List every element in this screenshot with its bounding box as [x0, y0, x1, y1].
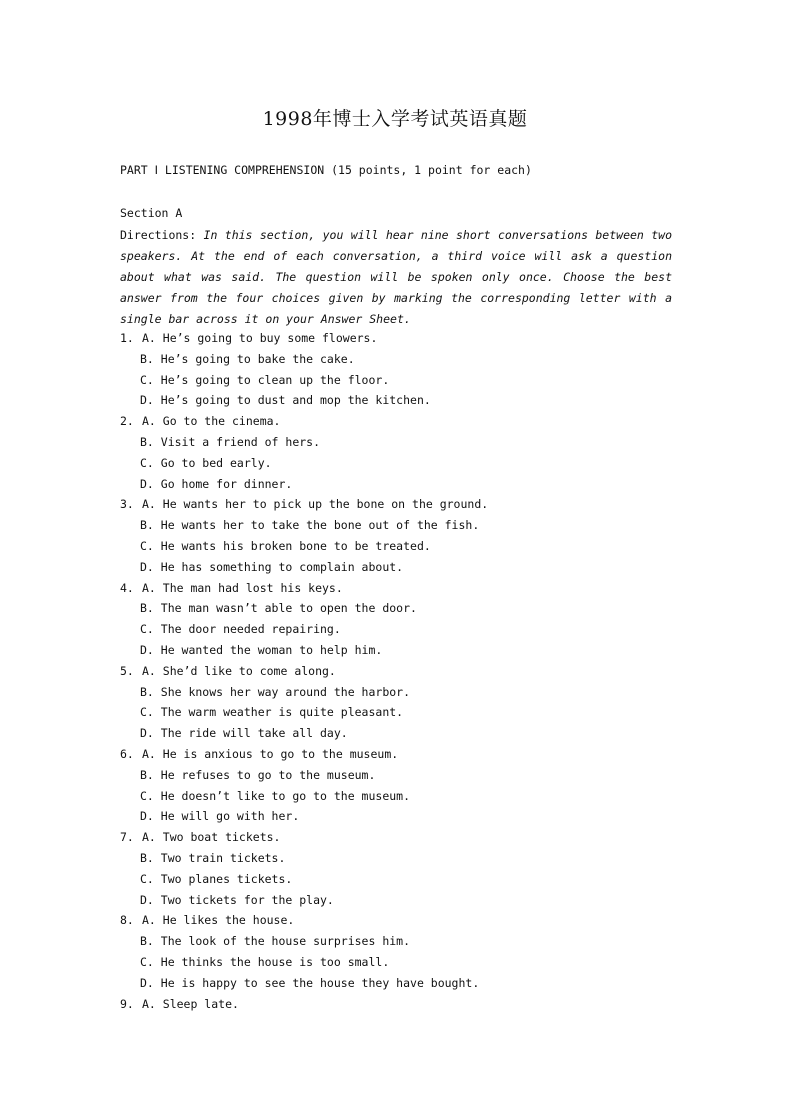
answer-option	[120, 661, 680, 682]
answer-option	[120, 494, 680, 515]
part-heading: PART Ⅰ LISTENING COMPREHENSION (15 points, 1 point for each)	[120, 163, 532, 177]
option-text: C. He wants his broken bone to be treated.	[140, 538, 431, 553]
answer-option	[120, 890, 680, 911]
answer-option	[120, 786, 680, 807]
option-text: B. The man wasn’t able to open the door.	[140, 601, 417, 616]
question-number: 2.	[120, 414, 134, 429]
question-number: 3.	[120, 497, 134, 512]
answer-option	[120, 328, 680, 349]
answer-option	[120, 827, 680, 848]
option-text: C. Two planes tickets.	[140, 871, 293, 886]
answer-option	[120, 952, 680, 973]
answer-option	[120, 411, 680, 432]
option-text: A. Sleep late.	[142, 996, 239, 1011]
question-number: 6.	[120, 746, 134, 761]
option-text: A. He’s going to buy some flowers.	[142, 331, 378, 345]
answer-option	[120, 474, 680, 495]
answer-option	[120, 349, 680, 370]
option-text: A. He is anxious to go to the museum.	[142, 746, 399, 761]
question-number: 8.	[120, 913, 134, 928]
option-text: D. Two tickets for the play.	[140, 892, 334, 907]
option-text: C. He doesn’t like to go to the museum.	[140, 788, 411, 803]
option-text: C. Go to bed early.	[140, 455, 272, 470]
question-number: 1.	[120, 331, 134, 345]
answer-option	[120, 578, 680, 599]
option-text: B. Visit a friend of hers.	[140, 434, 321, 449]
option-text: D. He’s going to dust and mop the kitchen.	[140, 393, 431, 408]
option-text: D. He is happy to see the house they have bought.	[140, 975, 480, 990]
option-text: C. He thinks the house is too small.	[140, 954, 390, 969]
option-text: A. Go to the cinema.	[142, 414, 281, 429]
answer-option	[120, 910, 680, 931]
answer-option	[120, 744, 680, 765]
option-text: C. He’s going to clean up the floor.	[140, 372, 390, 387]
option-text: A. He likes the house.	[142, 913, 295, 928]
answer-option	[120, 515, 680, 536]
answer-option	[120, 994, 680, 1015]
option-text: D. Go home for dinner.	[140, 476, 293, 491]
option-text: D. He has something to complain about.	[140, 559, 404, 574]
answer-option	[120, 536, 680, 557]
question-number: 4.	[120, 580, 134, 595]
option-text: B. She knows her way around the harbor.	[140, 684, 411, 699]
question-number: 7.	[120, 830, 134, 845]
option-text: C. The door needed repairing.	[140, 622, 341, 637]
question-number: 5.	[120, 663, 134, 678]
option-text: A. The man had lost his keys.	[142, 580, 343, 595]
option-text: D. He wanted the woman to help him.	[140, 642, 383, 657]
page-title: 1998年博士入学考试英语真题	[262, 108, 528, 130]
section-label: Section A	[120, 206, 183, 220]
answer-option	[120, 598, 680, 619]
answer-option	[120, 432, 680, 453]
answer-option	[120, 702, 680, 723]
option-text: B. The look of the house surprises him.	[140, 934, 411, 949]
answer-option	[120, 869, 680, 890]
option-text: B. Two train tickets.	[140, 850, 286, 865]
answer-option	[120, 619, 680, 640]
directions-text: In this section, you will hear nine short conversations between two speakers. At the end of each conversation, a third voice will ask a question about what was said. The question will be spoken only once. Choose the best answer from the four choices given by marking the corresponding letter with a single bar across it on your Answer Sheet.	[120, 228, 672, 326]
answer-option	[120, 682, 680, 703]
directions-label: Directions:	[120, 228, 204, 242]
answer-option	[120, 973, 680, 994]
option-text: B. He’s going to bake the cake.	[140, 351, 355, 366]
answer-option	[120, 453, 680, 474]
option-text: A. She’d like to come along.	[142, 663, 336, 678]
answer-option	[120, 931, 680, 952]
option-text: C. The warm weather is quite pleasant.	[140, 705, 404, 720]
answer-option	[120, 390, 680, 411]
answer-option	[120, 723, 680, 744]
answer-option	[120, 640, 680, 661]
question-number: 9.	[120, 996, 134, 1011]
answer-option	[120, 765, 680, 786]
option-text: D. The ride will take all day.	[140, 726, 348, 741]
answer-option	[120, 848, 680, 869]
answer-option	[120, 557, 680, 578]
answer-option	[120, 806, 680, 827]
option-text: D. He will go with her.	[140, 809, 300, 824]
answer-option	[120, 370, 680, 391]
option-text: A. He wants her to pick up the bone on the ground.	[142, 497, 489, 512]
directions	[120, 225, 672, 330]
question-list	[120, 328, 680, 1014]
option-text: A. Two boat tickets.	[142, 830, 281, 845]
option-text: B. He refuses to go to the museum.	[140, 767, 376, 782]
option-text: B. He wants her to take the bone out of the fish.	[140, 518, 480, 533]
